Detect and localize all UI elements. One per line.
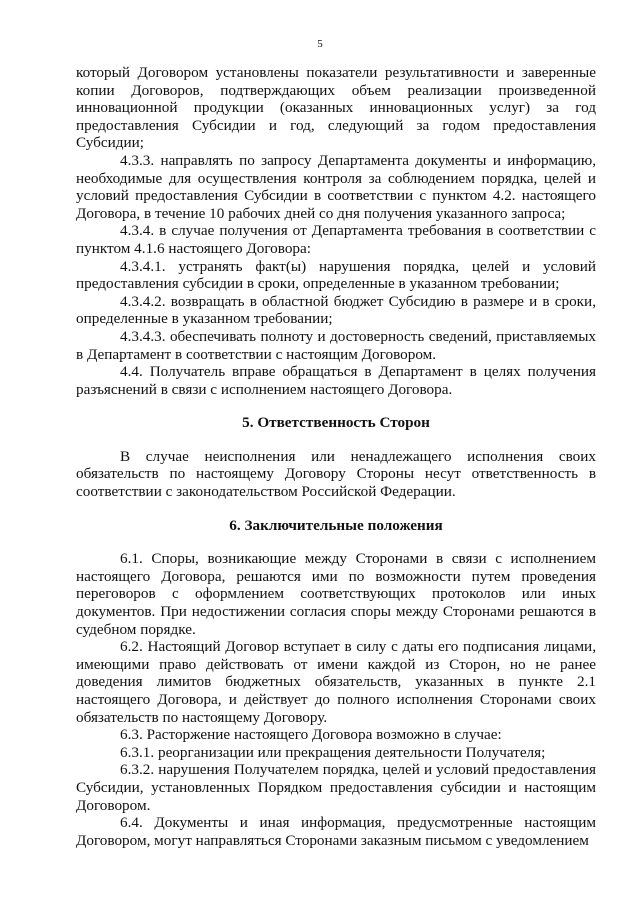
paragraph-6-2: 6.2. Настоящий Договор вступает в силу с даты его подписания лицами, имеющими право действовать от имени каждой из Сторон, но не ранее доведения лимитов бюджетных обязательств, указанных в пункте 2.1 настоящего Договора, и действует до полного исполнения Сторонами своих обязательств по настоящему Договору. [76,638,596,726]
paragraph-4-3-4: 4.3.4. в случае получения от Департамента требования в соответствии с пунктом 4.1.6 настоящего Договора: [76,222,596,257]
section-5-heading: 5. Ответственность Сторон [242,414,430,432]
paragraph-continuation: который Договором установлены показатели результативности и заверенные копии Договоров, подтверждающих объем реализации произведенной инновационной продукции (оказанных инновационных услуг) за год предоставления Субсидии и год, следующий за годом предоставления Субсидии; [76,64,596,152]
paragraph-4-4: 4.4. Получатель вправе обращаться в Департамент в целях получения разъяснений в связи с исполнением настоящего Договора. [76,363,596,398]
page-number: 5 [317,38,323,50]
paragraph-6-3-2: 6.3.2. нарушения Получателем порядка, целей и условий предоставления Субсидии, установленных Порядком предоставления субсидии и настоящим Договором. [76,761,596,814]
document-body [76,64,596,849]
paragraph-4-3-3: 4.3.3. направлять по запросу Департамента документы и информацию, необходимые для осуществления контроля за соблюдением порядка, целей и условий предоставления Субсидии в соответствии с пунктом 4.2. настоящего Договора, в течение 10 рабочих дней со дня получения указанного запроса; [76,151,596,222]
section-5-text: В случае неисполнения или ненадлежащего исполнения своих обязательств по настоящему Договору Стороны несут ответственность в соответствии с законодательством Российской Федерации. [76,447,596,501]
paragraph-4-3-4-1: 4.3.4.1. устранять факт(ы) нарушения порядка, целей и условий предоставления субсидии в сроки, определенные в указанном требовании; [76,257,596,293]
paragraph-4-3-4-2: 4.3.4.2. возвращать в областной бюджет Субсидию в размере и в сроки, определенные в указанном требовании; [76,292,596,328]
paragraph-4-3-4-3: 4.3.4.3. обеспечивать полноту и достоверность сведений, приставляемых в Департамент в соответствии с настоящим Договором. [76,327,596,363]
section-6-heading: 6. Заключительные положения [229,516,443,534]
paragraph-6-3-1: 6.3.1. реорганизации или прекращения деятельности Получателя; [120,743,546,761]
paragraph-6-3: 6.3. Расторжение настоящего Договора возможно в случае: [120,726,502,744]
paragraph-6-4: 6.4. Документы и иная информация, предусмотренные настоящим Договором, могут направляться Сторонами заказным письмом с уведомлением [76,814,596,849]
paragraph-6-1: 6.1. Споры, возникающие между Сторонами в связи с исполнением настоящего Договора, решаются ими по возможности путем проведения переговоров с оформлением соответствующих протоколов или иных документов. При недостижении согласия споры между Сторонами решаются в судебном порядке. [76,550,596,638]
